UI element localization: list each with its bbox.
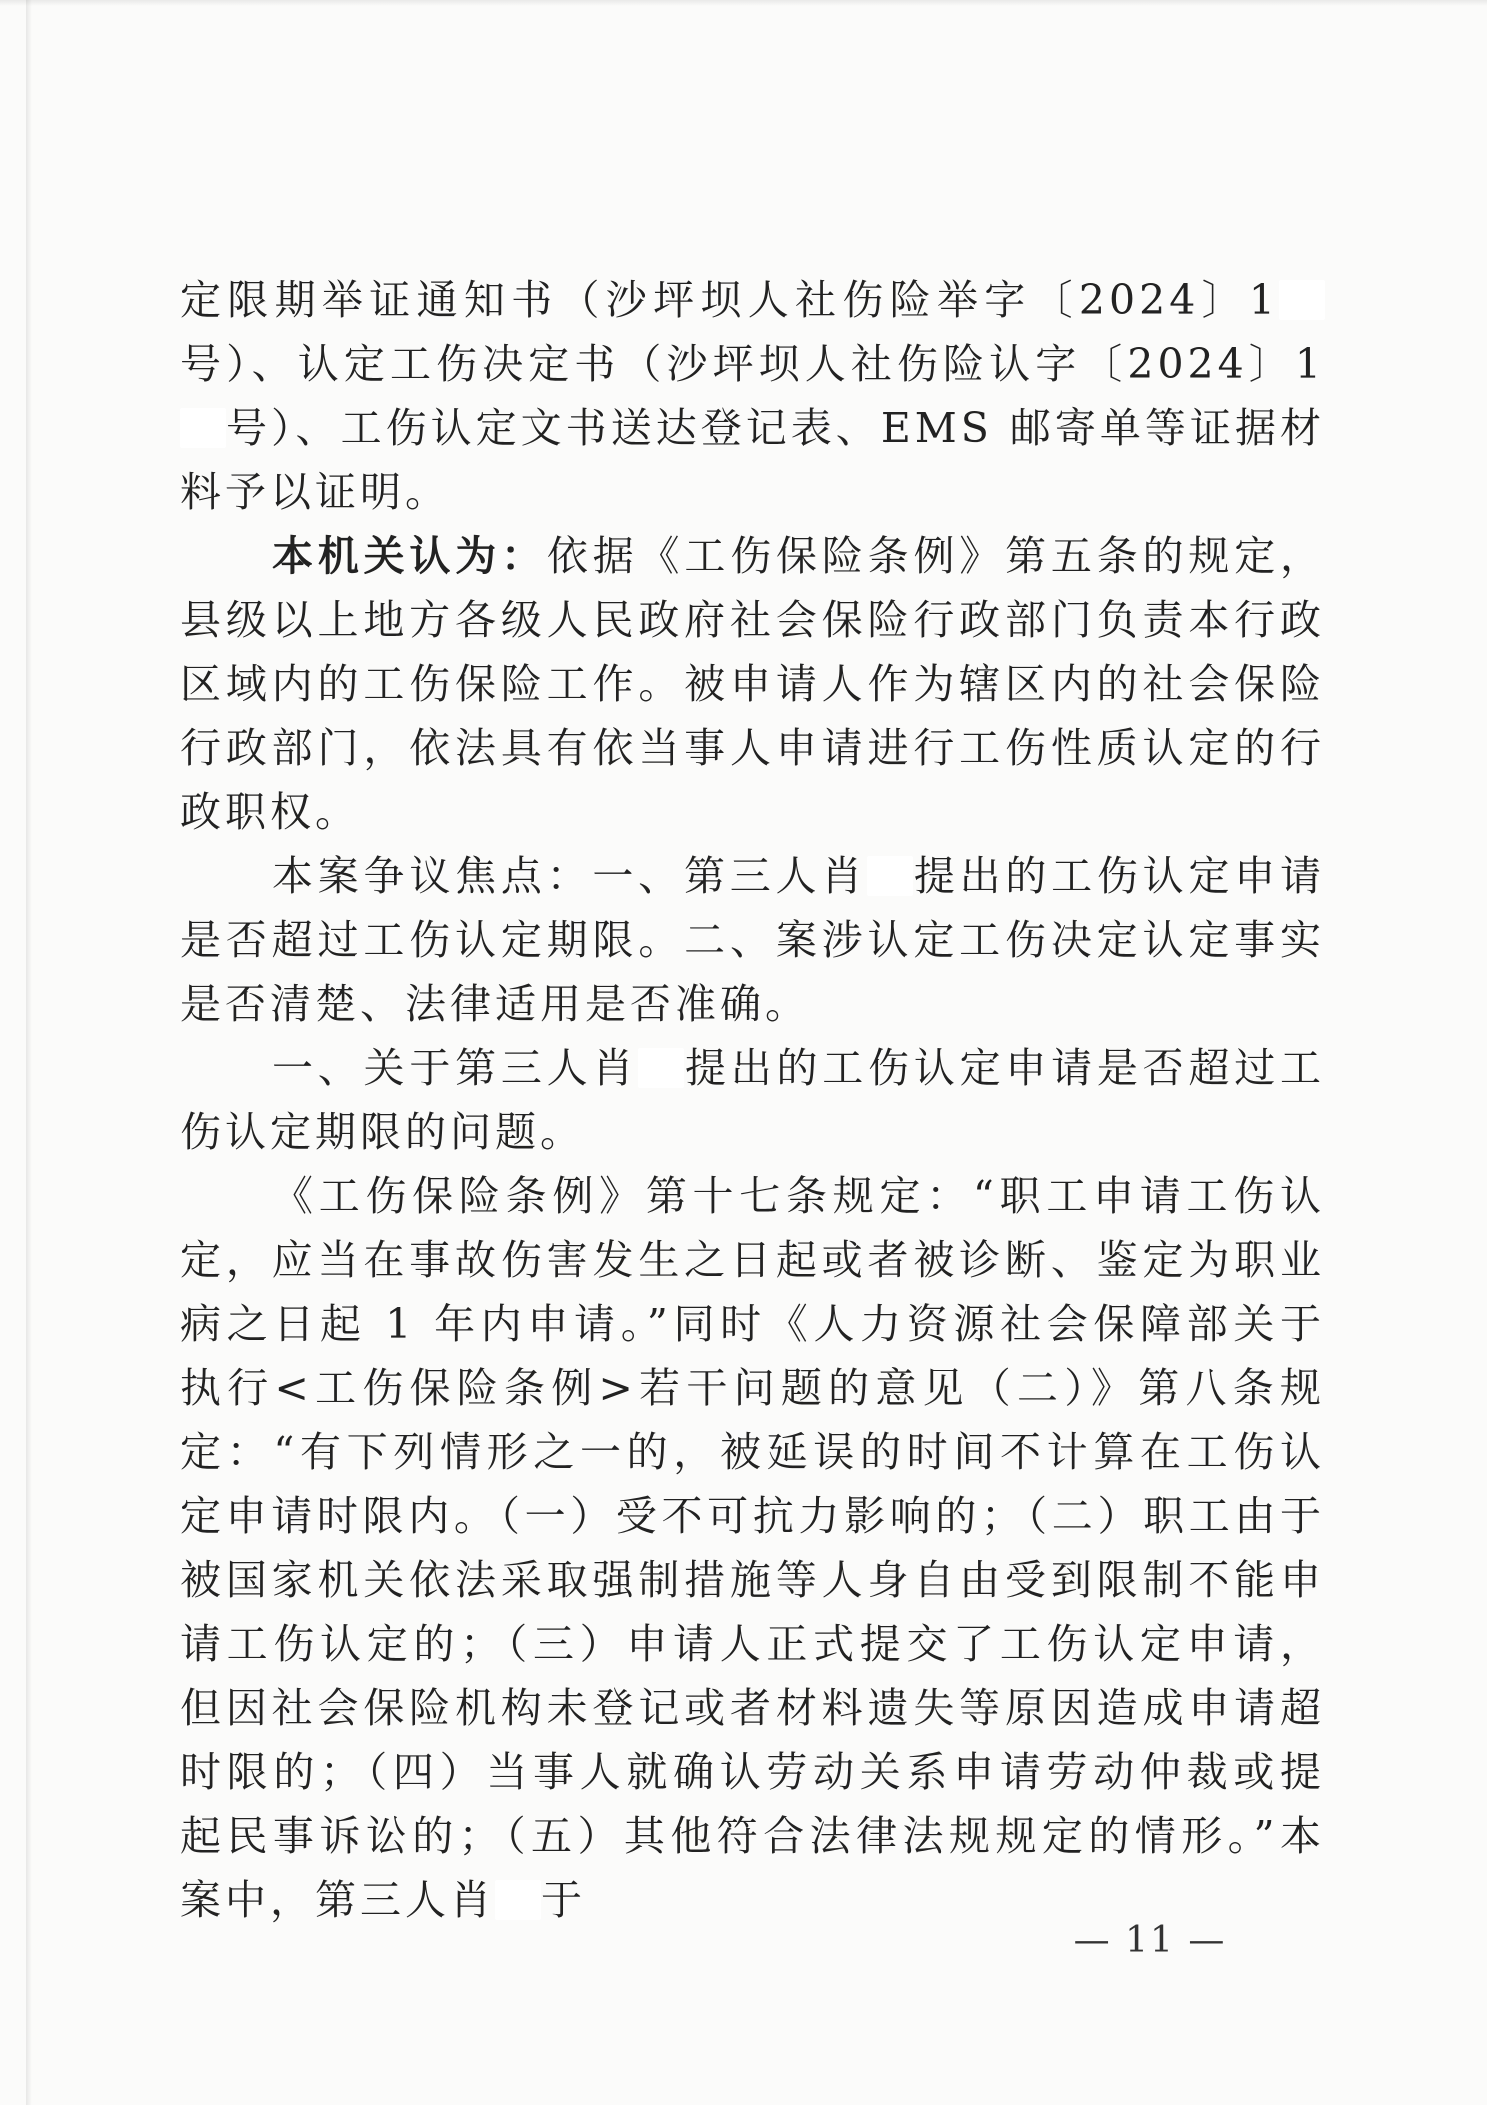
paragraph (180, 844, 1325, 1036)
scan-shadow-left (26, 0, 32, 2105)
paragraph (180, 268, 1325, 524)
text-segment: 提出的工伤认定申请是否超过工伤认定期限的问题。 (180, 1044, 1326, 1156)
redaction-mark (180, 408, 226, 448)
redaction-mark (638, 1048, 684, 1088)
text-segment: 《工伤保险条例》第十七条规定：“职工申请工伤认定，应当在事故伤害发生之日起或者被诊断、鉴定为职业病之日起 1 年内申请。”同时《人力资源社会保障部关于执行<工伤保险条例>若干问题的意见（二）》第八条规定：“有下列情形之一的，被延误的时间不计算在工伤认定申请时限内。（一）受不可抗力影响的；（二）职工由于被国家机关依法采取强制措施等人身自由受到限制不能申请工伤认定的；（三）申请人正式提交了工伤认定申请，但因社会保险机构未登记或者材料遗失等原因造成申请超时限的；（四）当事人就确认劳动关系申请劳动仲裁或提起民事诉讼的；（五）其他符合法律法规规定的情形。”本案中，第三人肖 (180, 1172, 1325, 1924)
redaction-mark (1279, 280, 1325, 320)
text-segment: 提出的工伤认定申请是否超过工伤认定期限。二、案涉认定工伤决定认定事实是否清楚、法律适用是否准确。 (180, 852, 1326, 1028)
bold-text: 本机关认为： (272, 532, 547, 580)
text-segment: 本案争议焦点：一、第三人肖 (272, 852, 868, 900)
redaction-mark (867, 856, 913, 896)
paragraph (180, 1036, 1325, 1164)
text-segment: 于 (541, 1876, 586, 1924)
body-text (180, 268, 1325, 1932)
paragraph (180, 1164, 1325, 1932)
paragraph (180, 524, 1325, 844)
page-number: — 11 — (1073, 1920, 1227, 1961)
scan-shadow-top (0, 0, 1487, 6)
text-segment: 依据《工伤保险条例》第五条的规定，县级以上地方各级人民政府社会保险行政部门负责本行政区域内的工伤保险工作。被申请人作为辖区内的社会保险行政部门，依法具有依当事人申请进行工伤性质认定的行政职权。 (180, 532, 1326, 836)
text-segment: 一、关于第三人肖 (272, 1044, 639, 1092)
redaction-mark (495, 1880, 541, 1920)
text-segment: 号）、认定工伤决定书（沙坪坝人社伤险认字〔2024〕1 (180, 340, 1325, 388)
text-segment: 定限期举证通知书（沙坪坝人社伤险举字〔2024〕1 (180, 276, 1279, 324)
text-segment: 号）、工伤认定文书送达登记表、EMS 邮寄单等证据材料予以证明。 (180, 404, 1325, 516)
